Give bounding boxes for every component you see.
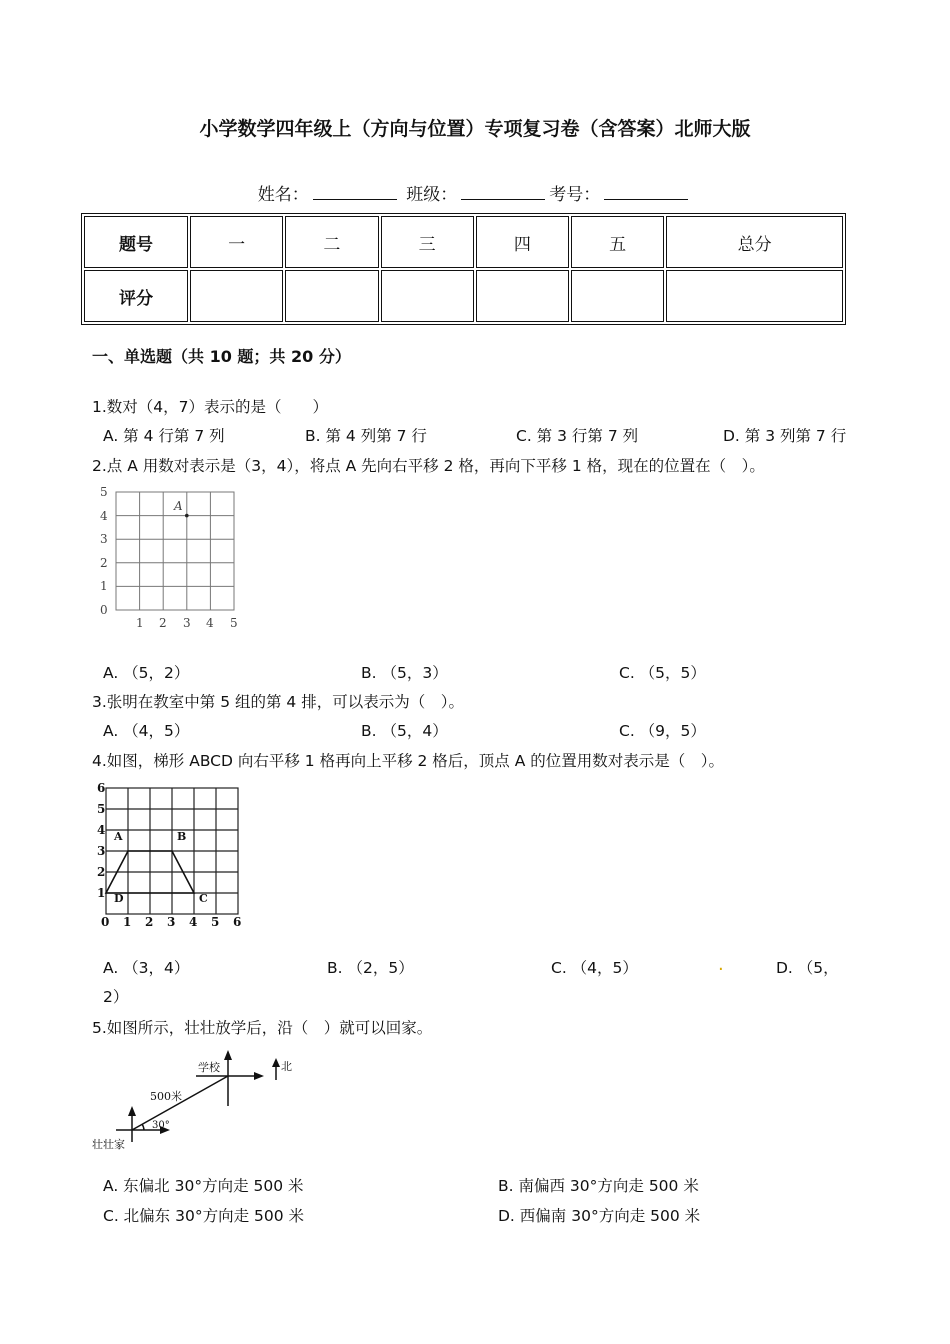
q2-y-tick: 5	[100, 485, 108, 499]
score-cell[interactable]	[571, 270, 664, 322]
exam-blank[interactable]	[604, 183, 688, 200]
q1-option-b[interactable]: B. 第 4 列第 7 行	[305, 427, 427, 445]
q1-option-d[interactable]: D. 第 3 列第 7 行	[723, 427, 847, 445]
score-header-cell: 五	[571, 216, 664, 268]
q5-angle-arc	[142, 1124, 144, 1130]
q4-x-tick: 2	[145, 915, 154, 928]
q5-option-c[interactable]: C. 北偏东 30°方向走 500 米	[103, 1207, 305, 1225]
q4-vertex-label: B	[177, 830, 187, 843]
q4-y-tick: 2	[97, 865, 106, 879]
q5-direction-figure	[88, 1046, 308, 1156]
q4-option-b[interactable]: B. （2，5）	[327, 959, 414, 977]
q2-y-tick: 2	[100, 556, 108, 570]
score-header-row	[84, 216, 843, 268]
q4-y-tick: 1	[97, 886, 106, 900]
q5-angle-label: 30°	[152, 1120, 170, 1131]
score-cell[interactable]	[285, 270, 378, 322]
question-4: 4.如图，梯形 ABCD 向右平移 1 格再向上平移 2 格后，顶点 A 的位置用数对表示是（ ）。	[92, 752, 725, 770]
q2-x-tick: 5	[230, 616, 238, 630]
q4-x-tick: 3	[167, 915, 176, 928]
score-header-label: 题号	[84, 216, 188, 268]
q4-x-tick: 6	[233, 915, 242, 928]
q4-y-tick: 3	[97, 844, 106, 858]
q4-grid-figure	[94, 776, 250, 928]
exam-label: 考号：	[549, 185, 601, 205]
question-1: 1.数对（4，7）表示的是（ ）	[92, 398, 329, 416]
q4-x-tick: 1	[123, 915, 132, 928]
q2-point-a	[185, 514, 189, 518]
question-2: 2.点 A 用数对表示是（3，4），将点 A 先向右平移 2 格，再向下平移 1 格，现在的位置在（ ）。	[92, 457, 765, 475]
q4-vertex-label: C	[199, 892, 208, 905]
q2-y-tick: 1	[100, 579, 108, 593]
score-cell[interactable]	[476, 270, 569, 322]
stray-dot-mark: .	[718, 954, 724, 975]
q5-arrowhead	[224, 1050, 232, 1060]
class-label: 班级：	[406, 185, 458, 205]
name-blank[interactable]	[313, 183, 397, 200]
q1-option-a[interactable]: A. 第 4 行第 7 列	[103, 427, 225, 445]
q5-path-line	[132, 1076, 228, 1130]
q4-option-c[interactable]: C. （4，5）	[551, 959, 638, 977]
q5-school-label: 学校	[198, 1061, 220, 1074]
q4-option-d-continued: 2）	[103, 988, 129, 1006]
student-info	[0, 180, 950, 205]
q2-option-c[interactable]: C. （5，5）	[619, 664, 706, 682]
page-title: 小学数学四年级上（方向与位置）专项复习卷（含答案）北师大版	[199, 118, 751, 140]
score-row-label: 评分	[84, 270, 188, 322]
question-5: 5.如图所示，壮壮放学后，沿（ ）就可以回家。	[92, 1019, 433, 1037]
q2-x-tick: 3	[183, 616, 191, 630]
q4-option-a[interactable]: A. （3，4）	[103, 959, 190, 977]
q4-x-tick: 4	[189, 915, 198, 928]
score-cell[interactable]	[190, 270, 283, 322]
q4-vertex-label: D	[114, 892, 124, 905]
score-cell[interactable]	[381, 270, 474, 322]
q5-option-a[interactable]: A. 东偏北 30°方向走 500 米	[103, 1177, 304, 1195]
q4-y-tick: 6	[97, 781, 106, 795]
q5-option-b[interactable]: B. 南偏西 30°方向走 500 米	[498, 1177, 699, 1195]
q5-arrowhead	[254, 1072, 264, 1080]
q3-option-a[interactable]: A. （4，5）	[103, 722, 190, 740]
q5-north-label: 北	[281, 1060, 292, 1073]
q4-y-tick: 4	[97, 823, 106, 837]
q2-y-tick: 4	[100, 509, 108, 523]
score-cell[interactable]	[666, 270, 843, 322]
q2-option-b[interactable]: B. （5，3）	[361, 664, 448, 682]
section-heading: 一、单选题（共 10 题；共 20 分）	[92, 347, 351, 366]
class-blank[interactable]	[461, 183, 545, 200]
score-header-cell: 一	[190, 216, 283, 268]
q5-distance-label: 500米	[150, 1090, 182, 1103]
q2-option-a[interactable]: A. （5，2）	[103, 664, 190, 682]
q4-x-tick: 0	[101, 915, 110, 928]
q4-y-tick: 5	[97, 802, 106, 816]
q2-point-label: A	[174, 499, 183, 513]
question-3: 3.张明在教室中第 5 组的第 4 排，可以表示为（ ）。	[92, 693, 464, 711]
q3-option-c[interactable]: C. （9，5）	[619, 722, 706, 740]
q4-x-tick: 5	[211, 915, 220, 928]
q2-x-tick: 4	[206, 616, 214, 630]
score-value-row	[84, 270, 843, 322]
q4-vertex-label: A	[114, 830, 123, 843]
q2-x-tick: 2	[159, 616, 167, 630]
q2-y-tick: 0	[100, 603, 108, 617]
score-header-cell: 三	[381, 216, 474, 268]
q2-x-tick: 1	[136, 616, 144, 630]
q1-option-c[interactable]: C. 第 3 行第 7 列	[516, 427, 639, 445]
name-label: 姓名：	[257, 185, 309, 205]
q3-option-b[interactable]: B. （5，4）	[361, 722, 448, 740]
q5-home-label: 壮壮家	[92, 1138, 125, 1151]
score-table	[81, 213, 846, 325]
q2-y-tick: 3	[100, 532, 108, 546]
score-header-cell: 总分	[666, 216, 843, 268]
q5-option-d[interactable]: D. 西偏南 30°方向走 500 米	[498, 1207, 701, 1225]
q5-arrowhead	[272, 1058, 280, 1067]
q4-option-d[interactable]: D. （5，	[776, 959, 839, 977]
score-header-cell: 四	[476, 216, 569, 268]
q2-grid-figure	[90, 482, 250, 632]
score-header-cell: 二	[285, 216, 378, 268]
q5-arrowhead	[128, 1106, 136, 1116]
